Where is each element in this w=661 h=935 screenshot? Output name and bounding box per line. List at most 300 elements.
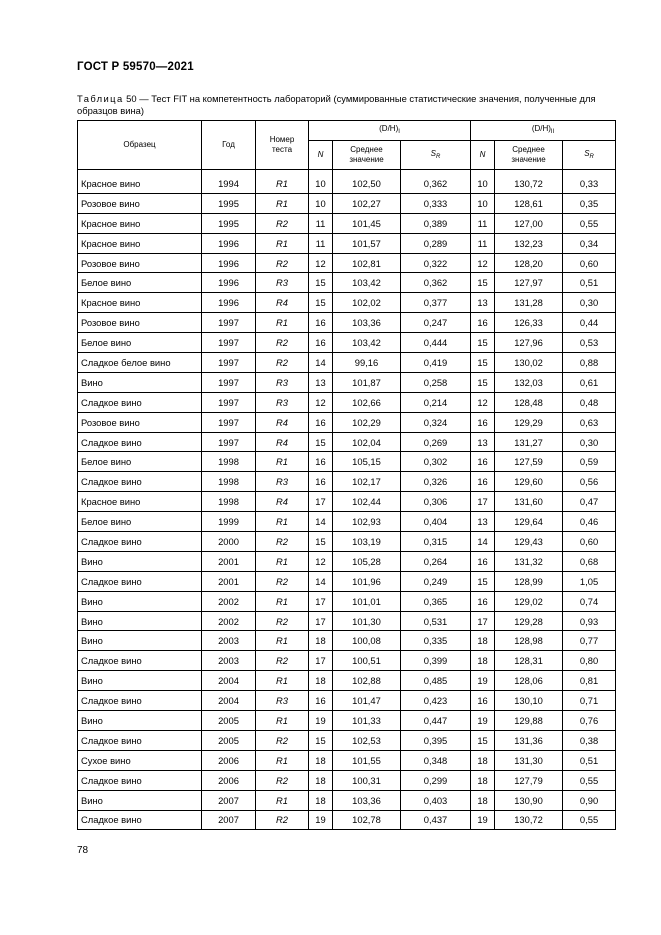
- cell-sr-1: 0,326: [401, 472, 471, 492]
- cell-sr-1: 0,289: [401, 233, 471, 253]
- cell-mean-1: 101,33: [333, 711, 401, 731]
- cell-n-1: 18: [309, 770, 333, 790]
- cell-sr-1: 0,395: [401, 730, 471, 750]
- cell-year: 1997: [202, 372, 256, 392]
- cell-sample: Белое вино: [78, 452, 202, 472]
- cell-mean-1: 102,53: [333, 730, 401, 750]
- header-year: Год: [202, 121, 256, 170]
- cell-n-2: 18: [471, 651, 495, 671]
- cell-n-1: 11: [309, 233, 333, 253]
- cell-sample: Сладкое белое вино: [78, 353, 202, 373]
- cell-year: 1995: [202, 213, 256, 233]
- cell-year: 1996: [202, 253, 256, 273]
- cell-n-2: 13: [471, 293, 495, 313]
- cell-sr-1: 0,302: [401, 452, 471, 472]
- cell-mean-1: 102,93: [333, 512, 401, 532]
- cell-n-1: 12: [309, 253, 333, 273]
- cell-test-number: R3: [256, 691, 309, 711]
- cell-test-number: R2: [256, 810, 309, 830]
- cell-test-number: R1: [256, 631, 309, 651]
- cell-n-1: 19: [309, 810, 333, 830]
- cell-test-number: R1: [256, 313, 309, 333]
- cell-n-1: 12: [309, 392, 333, 412]
- cell-test-number: R1: [256, 193, 309, 213]
- cell-mean-2: 127,97: [495, 273, 563, 293]
- cell-sr-1: 0,322: [401, 253, 471, 273]
- cell-sr-1: 0,324: [401, 412, 471, 432]
- cell-year: 2006: [202, 750, 256, 770]
- cell-mean-2: 128,06: [495, 671, 563, 691]
- cell-n-2: 18: [471, 631, 495, 651]
- cell-n-1: 17: [309, 611, 333, 631]
- cell-n-2: 16: [471, 412, 495, 432]
- table-row: [78, 551, 616, 571]
- cell-n-1: 10: [309, 170, 333, 194]
- table-row: [78, 532, 616, 552]
- cell-sr-2: 1,05: [563, 571, 616, 591]
- table-row: [78, 611, 616, 631]
- cell-mean-1: 99,16: [333, 353, 401, 373]
- cell-n-1: 15: [309, 730, 333, 750]
- cell-n-1: 12: [309, 551, 333, 571]
- cell-n-2: 16: [471, 691, 495, 711]
- cell-n-2: 18: [471, 790, 495, 810]
- cell-mean-1: 102,29: [333, 412, 401, 432]
- cell-mean-1: 103,42: [333, 333, 401, 353]
- cell-test-number: R2: [256, 213, 309, 233]
- cell-n-1: 14: [309, 512, 333, 532]
- cell-sample: Вино: [78, 790, 202, 810]
- cell-sample: Вино: [78, 671, 202, 691]
- cell-year: 1996: [202, 273, 256, 293]
- cell-test-number: R1: [256, 170, 309, 194]
- cell-sr-1: 0,399: [401, 651, 471, 671]
- table-row: [78, 392, 616, 412]
- cell-year: 2001: [202, 571, 256, 591]
- cell-year: 1997: [202, 432, 256, 452]
- table-body: [78, 170, 616, 830]
- cell-sr-2: 0,63: [563, 412, 616, 432]
- cell-sr-2: 0,77: [563, 631, 616, 651]
- cell-test-number: R2: [256, 571, 309, 591]
- cell-n-2: 10: [471, 193, 495, 213]
- cell-sample: Сладкое вино: [78, 810, 202, 830]
- table-row: [78, 512, 616, 532]
- cell-test-number: R1: [256, 671, 309, 691]
- cell-sr-2: 0,60: [563, 532, 616, 552]
- cell-sr-1: 0,423: [401, 691, 471, 711]
- cell-mean-2: 129,43: [495, 532, 563, 552]
- cell-sr-1: 0,403: [401, 790, 471, 810]
- cell-sr-1: 0,437: [401, 810, 471, 830]
- wine-fit-table: [77, 120, 616, 830]
- table-row: [78, 253, 616, 273]
- cell-year: 1997: [202, 353, 256, 373]
- header-group-dh-1: $(D/H)_I$: [309, 121, 471, 141]
- cell-mean-1: 101,47: [333, 691, 401, 711]
- cell-mean-1: 102,66: [333, 392, 401, 412]
- table-row: [78, 452, 616, 472]
- cell-sample: Белое вино: [78, 273, 202, 293]
- cell-mean-2: 128,61: [495, 193, 563, 213]
- cell-year: 1997: [202, 412, 256, 432]
- cell-mean-1: 100,51: [333, 651, 401, 671]
- cell-sample: Сладкое вино: [78, 532, 202, 552]
- cell-test-number: R1: [256, 551, 309, 571]
- cell-sample: Розовое вино: [78, 253, 202, 273]
- cell-n-1: 15: [309, 293, 333, 313]
- table-row: [78, 313, 616, 333]
- cell-sample: Сладкое вино: [78, 770, 202, 790]
- cell-mean-2: 131,27: [495, 432, 563, 452]
- caption-text: — Тест FIT на компетентность лабораторий (суммированные статистические значения, полученные для образцов вина): [77, 93, 596, 116]
- cell-n-1: 11: [309, 213, 333, 233]
- cell-test-number: R1: [256, 790, 309, 810]
- caption-label: Таблица: [77, 93, 124, 104]
- cell-mean-1: 101,45: [333, 213, 401, 233]
- cell-sr-1: 0,315: [401, 532, 471, 552]
- cell-test-number: R3: [256, 472, 309, 492]
- cell-sample: Красное вино: [78, 213, 202, 233]
- cell-sr-1: 0,362: [401, 273, 471, 293]
- cell-sr-2: 0,71: [563, 691, 616, 711]
- cell-mean-2: 130,10: [495, 691, 563, 711]
- cell-sample: Вино: [78, 631, 202, 651]
- document-header: ГОСТ Р 59570—2021: [77, 61, 194, 73]
- cell-sample: Вино: [78, 551, 202, 571]
- cell-n-2: 18: [471, 770, 495, 790]
- cell-year: 2004: [202, 671, 256, 691]
- cell-mean-1: 101,57: [333, 233, 401, 253]
- cell-sample: Сладкое вино: [78, 730, 202, 750]
- cell-sr-1: 0,404: [401, 512, 471, 532]
- cell-year: 2007: [202, 810, 256, 830]
- cell-sr-2: 0,35: [563, 193, 616, 213]
- cell-mean-1: 105,15: [333, 452, 401, 472]
- cell-sample: Красное вино: [78, 293, 202, 313]
- cell-sr-2: 0,76: [563, 711, 616, 731]
- cell-n-1: 18: [309, 750, 333, 770]
- cell-mean-1: 102,81: [333, 253, 401, 273]
- cell-mean-1: 102,02: [333, 293, 401, 313]
- cell-test-number: R4: [256, 492, 309, 512]
- cell-n-2: 12: [471, 392, 495, 412]
- cell-n-2: 15: [471, 273, 495, 293]
- cell-mean-2: 129,28: [495, 611, 563, 631]
- cell-mean-1: 100,31: [333, 770, 401, 790]
- cell-sr-2: 0,51: [563, 750, 616, 770]
- table-row: [78, 591, 616, 611]
- cell-mean-2: 131,36: [495, 730, 563, 750]
- table-row: [78, 691, 616, 711]
- caption-number: 50: [126, 93, 137, 104]
- cell-n-2: 16: [471, 591, 495, 611]
- cell-n-2: 19: [471, 810, 495, 830]
- cell-sr-1: 0,269: [401, 432, 471, 452]
- cell-sr-2: 0,81: [563, 671, 616, 691]
- cell-mean-2: 128,98: [495, 631, 563, 651]
- cell-mean-1: 102,50: [333, 170, 401, 194]
- cell-mean-2: 130,72: [495, 170, 563, 194]
- cell-mean-2: 131,30: [495, 750, 563, 770]
- cell-test-number: R3: [256, 273, 309, 293]
- table-row: [78, 233, 616, 253]
- cell-mean-2: 128,99: [495, 571, 563, 591]
- cell-year: 2004: [202, 691, 256, 711]
- cell-mean-2: 132,03: [495, 372, 563, 392]
- cell-mean-1: 100,08: [333, 631, 401, 651]
- table-row: [78, 492, 616, 512]
- cell-test-number: R2: [256, 532, 309, 552]
- table-row: [78, 333, 616, 353]
- cell-n-2: 16: [471, 551, 495, 571]
- cell-test-number: R2: [256, 770, 309, 790]
- cell-sr-1: 0,335: [401, 631, 471, 651]
- cell-sr-1: 0,444: [401, 333, 471, 353]
- cell-n-2: 16: [471, 452, 495, 472]
- cell-sample: Сладкое вино: [78, 571, 202, 591]
- table-row: [78, 432, 616, 452]
- cell-n-2: 15: [471, 571, 495, 591]
- header-n-2: N: [471, 141, 495, 170]
- page-number: 78: [77, 845, 89, 856]
- header-test-number: Номер теста: [256, 121, 309, 170]
- cell-n-1: 18: [309, 671, 333, 691]
- cell-n-2: 11: [471, 213, 495, 233]
- cell-test-number: R4: [256, 293, 309, 313]
- table-row: [78, 372, 616, 392]
- cell-sr-1: 0,264: [401, 551, 471, 571]
- cell-mean-1: 102,04: [333, 432, 401, 452]
- cell-n-1: 16: [309, 333, 333, 353]
- cell-sr-1: 0,365: [401, 591, 471, 611]
- cell-sample: Белое вино: [78, 333, 202, 353]
- cell-test-number: R3: [256, 392, 309, 412]
- table-row: [78, 571, 616, 591]
- cell-mean-2: 128,31: [495, 651, 563, 671]
- cell-n-2: 18: [471, 750, 495, 770]
- cell-n-2: 19: [471, 671, 495, 691]
- cell-sr-1: 0,447: [401, 711, 471, 731]
- cell-sr-1: 0,333: [401, 193, 471, 213]
- cell-sample: Вино: [78, 372, 202, 392]
- cell-test-number: R1: [256, 711, 309, 731]
- cell-year: 2005: [202, 711, 256, 731]
- cell-test-number: R1: [256, 591, 309, 611]
- cell-year: 2005: [202, 730, 256, 750]
- cell-sample: Красное вино: [78, 492, 202, 512]
- cell-mean-2: 130,90: [495, 790, 563, 810]
- cell-sample: Вино: [78, 711, 202, 731]
- cell-year: 2007: [202, 790, 256, 810]
- cell-mean-2: 130,02: [495, 353, 563, 373]
- cell-sr-2: 0,46: [563, 512, 616, 532]
- cell-n-2: 14: [471, 532, 495, 552]
- cell-year: 2000: [202, 532, 256, 552]
- cell-sr-2: 0,55: [563, 810, 616, 830]
- cell-n-1: 17: [309, 651, 333, 671]
- cell-sr-1: 0,419: [401, 353, 471, 373]
- cell-n-2: 15: [471, 353, 495, 373]
- cell-mean-1: 101,55: [333, 750, 401, 770]
- cell-sr-1: 0,531: [401, 611, 471, 631]
- table-row: [78, 651, 616, 671]
- cell-year: 2003: [202, 651, 256, 671]
- cell-sr-2: 0,68: [563, 551, 616, 571]
- cell-n-2: 11: [471, 233, 495, 253]
- cell-n-1: 17: [309, 591, 333, 611]
- cell-n-2: 15: [471, 730, 495, 750]
- cell-mean-1: 103,19: [333, 532, 401, 552]
- cell-n-1: 15: [309, 432, 333, 452]
- cell-sr-2: 0,93: [563, 611, 616, 631]
- cell-sr-2: 0,51: [563, 273, 616, 293]
- table-row: [78, 790, 616, 810]
- cell-n-1: 14: [309, 571, 333, 591]
- cell-n-2: 17: [471, 611, 495, 631]
- cell-sr-2: 0,48: [563, 392, 616, 412]
- cell-sr-2: 0,53: [563, 333, 616, 353]
- table-row: [78, 631, 616, 651]
- cell-year: 1996: [202, 233, 256, 253]
- cell-test-number: R1: [256, 233, 309, 253]
- cell-n-2: 13: [471, 432, 495, 452]
- cell-mean-2: 127,79: [495, 770, 563, 790]
- cell-sample: Вино: [78, 611, 202, 631]
- cell-n-2: 16: [471, 313, 495, 333]
- cell-n-1: 18: [309, 790, 333, 810]
- cell-sr-1: 0,247: [401, 313, 471, 333]
- cell-sr-2: 0,60: [563, 253, 616, 273]
- cell-year: 1998: [202, 492, 256, 512]
- cell-sr-1: 0,377: [401, 293, 471, 313]
- table-row: [78, 711, 616, 731]
- cell-sample: Красное вино: [78, 170, 202, 194]
- cell-sr-2: 0,30: [563, 293, 616, 313]
- cell-sr-1: 0,249: [401, 571, 471, 591]
- cell-n-1: 17: [309, 492, 333, 512]
- header-mean-1: Среднее значение: [333, 141, 401, 170]
- cell-n-2: 15: [471, 333, 495, 353]
- cell-n-2: 16: [471, 472, 495, 492]
- cell-sample: Розовое вино: [78, 313, 202, 333]
- cell-year: 1995: [202, 193, 256, 213]
- table-row: [78, 770, 616, 790]
- cell-sr-1: 0,306: [401, 492, 471, 512]
- cell-mean-1: 101,30: [333, 611, 401, 631]
- cell-n-1: 14: [309, 353, 333, 373]
- cell-year: 1997: [202, 333, 256, 353]
- cell-n-1: 19: [309, 711, 333, 731]
- cell-mean-1: 101,01: [333, 591, 401, 611]
- cell-sr-1: 0,362: [401, 170, 471, 194]
- cell-mean-2: 126,33: [495, 313, 563, 333]
- table-row: [78, 170, 616, 194]
- cell-n-2: 17: [471, 492, 495, 512]
- cell-sample: Белое вино: [78, 512, 202, 532]
- cell-test-number: R2: [256, 353, 309, 373]
- cell-sample: Розовое вино: [78, 193, 202, 213]
- cell-sr-1: 0,258: [401, 372, 471, 392]
- cell-sr-1: 0,389: [401, 213, 471, 233]
- cell-test-number: R1: [256, 750, 309, 770]
- table-row: [78, 472, 616, 492]
- cell-year: 2001: [202, 551, 256, 571]
- cell-mean-2: 128,20: [495, 253, 563, 273]
- cell-mean-2: 128,48: [495, 392, 563, 412]
- cell-n-1: 15: [309, 532, 333, 552]
- cell-sample: Сухое вино: [78, 750, 202, 770]
- cell-n-1: 16: [309, 472, 333, 492]
- cell-mean-1: 102,17: [333, 472, 401, 492]
- cell-test-number: R3: [256, 372, 309, 392]
- cell-mean-2: 131,28: [495, 293, 563, 313]
- cell-test-number: R2: [256, 730, 309, 750]
- cell-mean-1: 101,87: [333, 372, 401, 392]
- cell-sr-1: 0,348: [401, 750, 471, 770]
- cell-mean-2: 130,72: [495, 810, 563, 830]
- table-row: [78, 412, 616, 432]
- cell-mean-1: 101,96: [333, 571, 401, 591]
- cell-sr-2: 0,90: [563, 790, 616, 810]
- cell-year: 2002: [202, 591, 256, 611]
- cell-mean-1: 102,78: [333, 810, 401, 830]
- cell-mean-1: 103,42: [333, 273, 401, 293]
- cell-mean-2: 129,29: [495, 412, 563, 432]
- cell-n-1: 16: [309, 313, 333, 333]
- cell-n-1: 16: [309, 412, 333, 432]
- cell-mean-1: 103,36: [333, 790, 401, 810]
- table-row: [78, 810, 616, 830]
- cell-year: 1998: [202, 472, 256, 492]
- cell-test-number: R4: [256, 412, 309, 432]
- cell-year: 1997: [202, 313, 256, 333]
- table-row: [78, 293, 616, 313]
- cell-sample: Сладкое вино: [78, 691, 202, 711]
- cell-sample: Розовое вино: [78, 412, 202, 432]
- header-sr-1: $S_R$: [401, 141, 471, 170]
- cell-test-number: R2: [256, 651, 309, 671]
- cell-sr-2: 0,38: [563, 730, 616, 750]
- cell-sample: Сладкое вино: [78, 472, 202, 492]
- cell-year: 1994: [202, 170, 256, 194]
- header-n-1: N: [309, 141, 333, 170]
- cell-sample: Сладкое вино: [78, 392, 202, 412]
- cell-n-2: 15: [471, 372, 495, 392]
- cell-n-2: 19: [471, 711, 495, 731]
- cell-mean-1: 103,36: [333, 313, 401, 333]
- cell-sr-2: 0,33: [563, 170, 616, 194]
- cell-sr-2: 0,56: [563, 472, 616, 492]
- cell-sr-2: 0,61: [563, 372, 616, 392]
- cell-mean-2: 131,60: [495, 492, 563, 512]
- cell-mean-2: 129,60: [495, 472, 563, 492]
- cell-mean-1: 102,88: [333, 671, 401, 691]
- cell-sr-1: 0,214: [401, 392, 471, 412]
- cell-mean-1: 102,27: [333, 193, 401, 213]
- cell-sr-2: 0,44: [563, 313, 616, 333]
- table-row: [78, 671, 616, 691]
- cell-year: 1998: [202, 452, 256, 472]
- cell-mean-2: 127,00: [495, 213, 563, 233]
- cell-mean-1: 102,44: [333, 492, 401, 512]
- cell-sr-2: 0,55: [563, 213, 616, 233]
- table-row: [78, 730, 616, 750]
- header-group-dh-2: $(D/H)_{II}$: [471, 121, 616, 141]
- cell-sr-2: 0,80: [563, 651, 616, 671]
- cell-n-1: 10: [309, 193, 333, 213]
- cell-n-2: 13: [471, 512, 495, 532]
